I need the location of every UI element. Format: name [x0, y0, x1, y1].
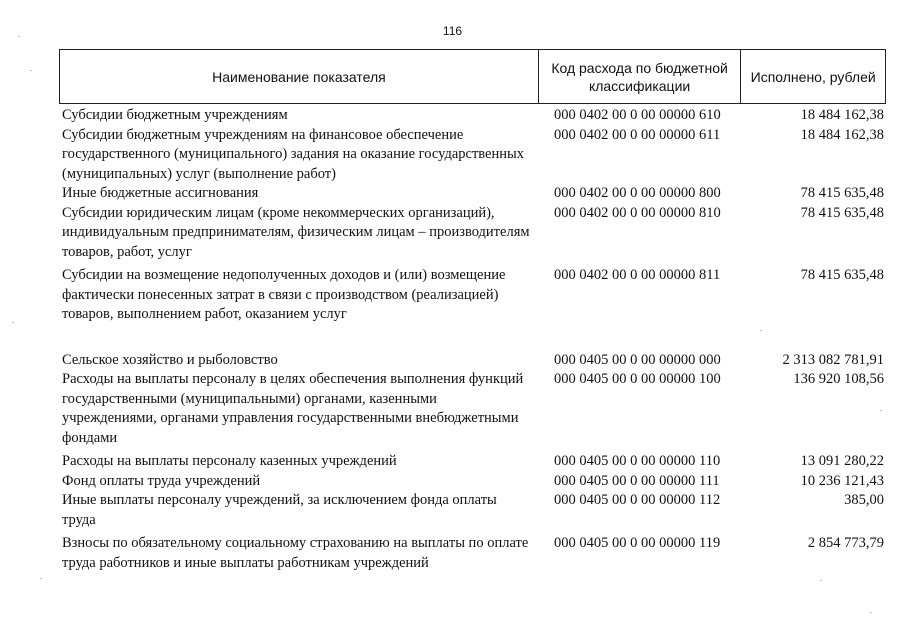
row-name: Субсидии юридическим лицам (кроме некоммерческих организаций), индивидуальным предпринимателям, физическим лицам – производителям товаров, работ, услуг: [62, 204, 530, 260]
row-amount: 18 484 162,38: [800, 126, 884, 143]
table-row: [62, 126, 886, 185]
scan-noise: [760, 330, 762, 331]
row-name: Расходы на выплаты персоналу казенных учреждений: [62, 453, 397, 469]
row-name: Фонд оплаты труда учреждений: [62, 472, 261, 489]
row-name: Сельское хозяйство и рыболовство: [62, 351, 278, 368]
row-amount: 13 091 280,22: [800, 453, 884, 469]
row-amount: 78 415 635,48: [800, 204, 884, 221]
header-amount: Исполнено, рублей: [750, 68, 876, 85]
scan-noise: [18, 36, 20, 37]
row-amount: 136 920 108,56: [793, 371, 884, 387]
row-code: 000 0402 00 0 00 00000 611: [554, 126, 721, 143]
header-code: Код расхода по бюджетной классификации: [539, 50, 742, 103]
row-name: Иные бюджетные ассигнования: [62, 185, 259, 201]
header-name: Наименование показателя: [60, 50, 539, 103]
row-code: 000 0405 00 0 00 00000 112: [554, 492, 721, 508]
table-row: [62, 370, 886, 448]
row-amount: 10 236 121,43: [800, 472, 884, 489]
table-body: [62, 106, 886, 573]
scan-noise: [870, 612, 872, 613]
section-gap: [62, 325, 886, 351]
row-code: 000 0405 00 0 00 00000 119: [554, 535, 721, 551]
row-code: 000 0402 00 0 00 00000 800: [554, 185, 721, 201]
scan-noise: [880, 410, 882, 411]
page-number: 116: [442, 24, 463, 38]
table-row: [62, 266, 886, 325]
row-name: Расходы на выплаты персоналу в целях обеспечения выполнения функций государственными (муниципальными) органами, казенными учреждениями, органами управления государственными внебюджетными фондами: [62, 371, 524, 446]
scan-noise: [12, 322, 14, 323]
row-code: 000 0402 00 0 00 00000 811: [554, 267, 721, 283]
table-row: [62, 204, 886, 263]
row-name: Взносы по обязательному социальному страхованию на выплаты по оплате труда работников и иные выплаты работникам учреждений: [62, 535, 529, 571]
row-code: 000 0405 00 0 00 00000 111: [554, 472, 720, 489]
row-amount: 2 313 082 781,91: [782, 351, 884, 368]
row-amount: 18 484 162,38: [800, 107, 884, 123]
row-amount: 78 415 635,48: [800, 185, 884, 201]
row-code: 000 0402 00 0 00 00000 810: [554, 204, 721, 221]
table-header: [59, 49, 886, 104]
scan-noise: [30, 70, 32, 71]
table-row: [62, 491, 886, 530]
row-amount: 385,00: [844, 492, 884, 508]
table-row: [62, 184, 886, 204]
row-code: 000 0402 00 0 00 00000 610: [554, 107, 721, 123]
row-amount: 2 854 773,79: [807, 535, 884, 551]
table-row: [62, 351, 886, 371]
row-code: 000 0405 00 0 00 00000 000: [554, 351, 721, 368]
row-name: Субсидии на возмещение недополученных доходов и (или) возмещение фактически понесенных затрат в связи с производством (реализацией) товаров, выполнением работ, оказанием услуг: [62, 267, 506, 322]
table-row: [62, 106, 886, 126]
scan-noise: [820, 580, 822, 581]
row-name: Субсидии бюджетным учреждениям: [62, 107, 288, 123]
row-name: Субсидии бюджетным учреждениям на финансовое обеспечение государственного (муниципального) задания на оказание государственных (муниципальных) услуг (выполнение работ): [62, 126, 524, 182]
row-code: 000 0405 00 0 00 00000 110: [554, 453, 721, 469]
table-row: [62, 452, 886, 472]
row-code: 000 0405 00 0 00 00000 100: [554, 371, 721, 387]
row-amount: 78 415 635,48: [800, 267, 884, 283]
scan-noise: [40, 578, 42, 579]
row-name: Иные выплаты персоналу учреждений, за исключением фонда оплаты труда: [62, 492, 497, 528]
table-row: [62, 472, 886, 492]
table-row: [62, 534, 886, 573]
